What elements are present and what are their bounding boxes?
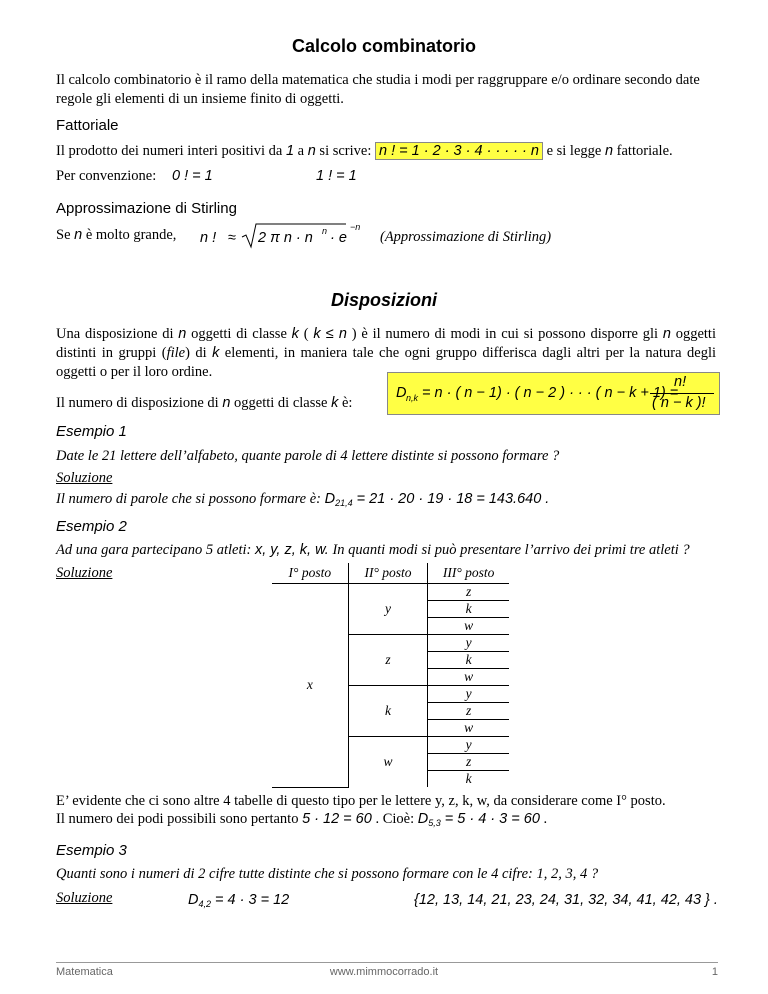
math-d: D	[324, 491, 336, 507]
footer-divider	[56, 962, 718, 963]
math-k: k	[291, 326, 299, 342]
esempio3-set: {12, 13, 14, 21, 23, 24, 31, 32, 34, 41, 42, 43 } .	[414, 892, 718, 908]
text: Il numero di parole che si possono formare è:	[56, 491, 325, 507]
convention-one: 1 ! = 1	[316, 168, 357, 184]
text: oggetti di classe	[230, 395, 332, 411]
third-place: z	[428, 703, 509, 720]
second-place: y	[348, 584, 428, 635]
text: oggetti distinti in gruppi (	[56, 326, 716, 361]
math-sub: 4,2	[198, 899, 211, 909]
text: Una disposizione di	[56, 326, 179, 342]
svg-text:n: n	[322, 226, 328, 236]
svg-text:≈: ≈	[228, 230, 236, 246]
page-title: Calcolo combinatorio	[291, 36, 477, 56]
formula-d: D	[396, 385, 407, 401]
math-result: = 21 · 20 · 19 · 18 = 143.640 .	[352, 491, 550, 507]
math-n: n	[604, 143, 614, 159]
math-result: = 5 · 4 · 3 = 60	[440, 811, 540, 827]
svg-text:n !: n !	[200, 230, 217, 246]
text: . Cioè:	[371, 811, 418, 827]
second-place: z	[348, 635, 428, 686]
svg-text:2 π n · n: 2 π n · n	[258, 230, 313, 246]
col-header-2: II° posto	[348, 563, 428, 584]
third-place: y	[428, 686, 509, 703]
esempio2-solution-label: Soluzione	[56, 565, 113, 581]
text: ) di	[185, 345, 213, 361]
second-place: w	[348, 737, 428, 788]
convention-zero: 0 ! = 1	[172, 168, 213, 184]
text: In quanti modi si può presentare l’arrivo dei primi tre atleti ?	[328, 542, 690, 558]
esempio2-question	[56, 542, 690, 559]
text: è:	[338, 395, 353, 411]
text: Il numero dei podi possibili sono pertanto	[56, 811, 303, 827]
math-one: 1	[285, 143, 295, 159]
esempio1-answer	[56, 491, 549, 508]
text: fattoriale.	[613, 143, 673, 159]
formula-denominator: ( n − k )!	[652, 395, 706, 411]
podium-table	[272, 563, 509, 788]
footer-left: Matematica	[56, 966, 113, 978]
text: elementi, in maniera tale che ogni gruppo differisca dagli altri per la natura degli oggetti o per il loro ordine.	[56, 345, 717, 380]
esempio1-heading: Esempio 1	[56, 423, 127, 440]
text: è molto grande,	[82, 227, 177, 243]
third-place: z	[428, 584, 509, 601]
text: Il prodotto dei numeri interi positivi da	[56, 143, 286, 159]
stirling-formula	[200, 220, 350, 252]
esempio1-solution-label: Soluzione	[56, 470, 113, 486]
disposizioni-count-line: Il numero di disposizione di n oggetti di classe k è:	[56, 395, 353, 411]
third-place: w	[428, 669, 509, 686]
text: a	[294, 143, 308, 159]
math-5x12: 5 · 12 = 60	[302, 811, 372, 827]
math-d: D	[188, 892, 199, 908]
esempio3-question: Quanti sono i numeri di 2 cifre tutte distinte che si possono formare con le 4 cifre: 1, 2, 3, 4 ?	[56, 866, 599, 882]
svg-text:· e: · e	[330, 230, 347, 246]
text: Se	[56, 227, 75, 243]
first-place: x	[272, 584, 348, 788]
esempio2-note2	[56, 811, 547, 828]
text: Ad una gara partecipano 5 atleti:	[56, 542, 255, 558]
math-k: k	[331, 395, 339, 411]
fraction-bar	[650, 393, 714, 394]
third-place: k	[428, 771, 509, 788]
text: e si legge	[542, 143, 605, 159]
athletes: x, y, z, k, w.	[254, 542, 329, 558]
text: si scrive:	[315, 143, 375, 159]
esempio1-question: Date le 21 lettere dell’alfabeto, quante parole di 4 lettere distinte si possono formare ?	[56, 448, 560, 464]
text: (	[298, 326, 314, 342]
second-place: k	[348, 686, 428, 737]
math-n: n	[74, 227, 83, 243]
col-header-3: III° posto	[428, 563, 509, 584]
esempio3-heading: Esempio 3	[56, 842, 127, 859]
intro-paragraph: Il calcolo combinatorio è il ramo della matematica che studia i modi per raggruppare e/o ordinare secondo date regole gli elementi di un insieme finito di oggetti.	[56, 72, 700, 107]
math-n: n	[307, 143, 316, 159]
math-sub: 5,3	[428, 818, 441, 828]
formula-numerator: n!	[674, 374, 687, 390]
math-d: D	[417, 811, 429, 827]
stirling-note: (Approssimazione di Stirling)	[380, 229, 552, 245]
fattoriale-heading: Fattoriale	[56, 117, 119, 134]
third-place: w	[428, 720, 509, 737]
factorial-formula: n ! = 1 · 2 · 3 · 4 · · · · · n	[375, 142, 543, 160]
math-sub: 21,4	[335, 498, 353, 508]
third-place: k	[428, 601, 509, 618]
text: Il numero di disposizione di	[56, 395, 223, 411]
math-result: = 4 · 3 = 12	[211, 892, 290, 908]
text-file: file	[166, 345, 186, 361]
text: .	[539, 811, 548, 827]
exponent-neg-n: −n	[350, 222, 361, 232]
third-place: k	[428, 652, 509, 669]
third-place: z	[428, 754, 509, 771]
stirling-heading: Approssimazione di Stirling	[56, 200, 237, 217]
text: ) è il numero di modi in cui si possono disporre gli	[346, 326, 663, 342]
math-k: k	[212, 345, 220, 361]
esempio3-formula	[188, 892, 289, 909]
convention-label: Per convenzione:	[56, 168, 157, 184]
formula-product: = n · ( n − 1) · ( n − 2 ) · · · ( n − k + 1) =	[422, 385, 679, 401]
disposizioni-formula-box	[387, 372, 720, 415]
esempio2-note1: E’ evidente che ci sono altre 4 tabelle di questo tipo per le lettere y, z, k, w, da considerare come I° posto.	[56, 793, 666, 809]
section-title-disposizioni: Disposizioni	[330, 290, 437, 310]
disposizioni-definition: Una disposizione di n oggetti di classe k ( k ≤ n ) è il numero di modi in cui si possono disporre gli n oggetti distinti in gruppi (file) di k elementi, in maniera tale che ogni gruppo differisca dagli altri per la natura degli oggetti o per il loro ordine.	[56, 326, 717, 380]
esempio3-solution-label: Soluzione	[56, 890, 113, 906]
formula-sub: n,k	[406, 393, 419, 403]
third-place: w	[428, 618, 509, 635]
math-k-le-n: k ≤ n	[313, 326, 347, 342]
stirling-line	[56, 227, 176, 244]
text: oggetti di classe	[186, 326, 292, 342]
third-place: y	[428, 737, 509, 754]
footer-center: www.mimmocorrado.it	[329, 966, 439, 978]
fattoriale-line	[56, 143, 673, 160]
third-place: y	[428, 635, 509, 652]
page-number: 1	[711, 966, 718, 978]
esempio2-heading: Esempio 2	[56, 518, 127, 535]
col-header-1: I° posto	[272, 563, 348, 584]
